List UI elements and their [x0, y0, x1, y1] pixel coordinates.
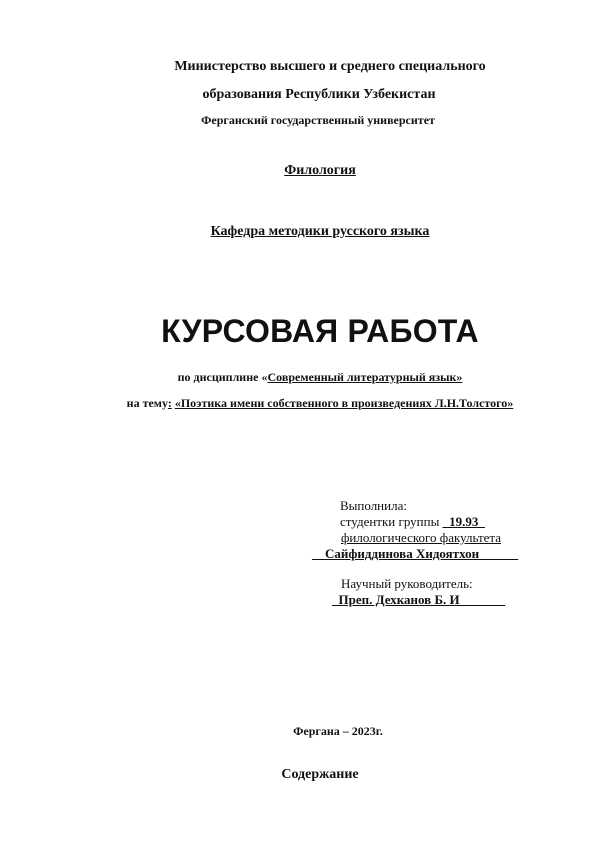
author-faculty: филологического факультета	[341, 530, 502, 545]
author-group-line	[340, 514, 485, 530]
faculty-title: Филология	[284, 163, 356, 178]
city-year: Фергана – 2023г.	[293, 724, 383, 738]
contents-heading: Содержание	[281, 767, 359, 782]
supervisor-name: _Преп. Дехканов Б. И_______	[332, 592, 506, 607]
topic-line	[22, 396, 596, 411]
university-name: Ферганский государственный университет	[201, 113, 435, 127]
ministry-line-1: Министерство высшего и среднего специального	[174, 59, 486, 74]
topic-name: «Поэтика имени собственного в произведениях Л.Н.Толстого»	[174, 396, 514, 410]
author-group-value: _19.93_	[442, 514, 485, 529]
discipline-name: Современный литературный язык»	[267, 370, 463, 384]
supervisor-label: Научный руководитель:	[341, 576, 473, 591]
department-title: Кафедра методики русского языка	[210, 224, 430, 239]
author-done-label: Выполнила:	[340, 498, 407, 513]
document-title: КУРСОВАЯ РАБОТА	[161, 313, 479, 349]
discipline-prefix: по дисциплине «	[177, 370, 268, 384]
topic-prefix: на тему	[126, 396, 168, 410]
topic-separator: :	[167, 396, 172, 410]
ministry-line-2: образования Республики Узбекистан	[202, 87, 436, 102]
discipline-line	[22, 370, 596, 385]
author-name: __Сайфиддинова Хидоятхон______	[312, 546, 519, 561]
author-group-label: студентки группы	[340, 514, 443, 529]
